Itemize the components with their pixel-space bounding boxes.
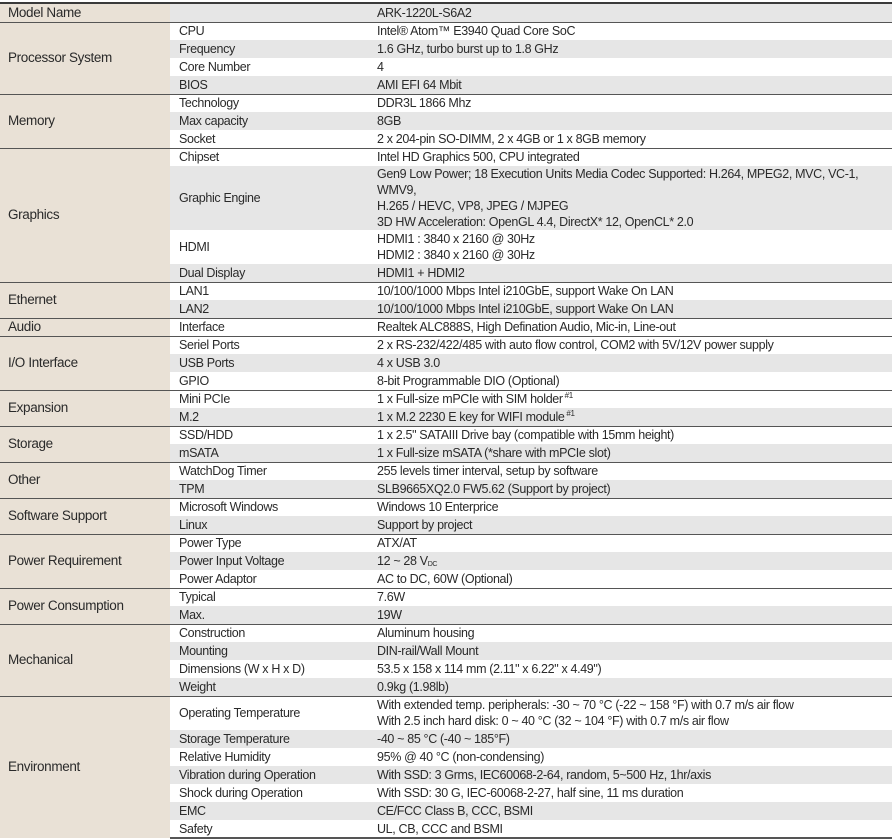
category-ethernet: Ethernet <box>0 282 170 318</box>
model-row <box>0 3 892 22</box>
category-other: Other <box>0 462 170 498</box>
feature-value <box>368 748 892 766</box>
spec-row-construction <box>0 624 892 642</box>
spec-row-interface <box>0 318 892 336</box>
value-line: DIN-rail/Wall Mount <box>377 644 479 658</box>
value-line: 95% @ 40 °C (non-condensing) <box>377 750 545 764</box>
feature-value <box>368 480 892 498</box>
category-processor-system: Processor System <box>0 22 170 94</box>
category-memory: Memory <box>0 94 170 148</box>
value-line: With SSD: 30 G, IEC-60068-2-27, half sine, 11 ms duration <box>377 786 684 800</box>
value-line: H.265 / HEVC, VP8, JPEG / MJPEG <box>377 199 569 213</box>
feature-label: Socket <box>170 130 368 148</box>
feature-label: Shock during Operation <box>170 784 368 802</box>
feature-value <box>368 678 892 696</box>
spec-row-power-type <box>0 534 892 552</box>
value-line: 255 levels timer interval, setup by software <box>377 464 598 479</box>
feature-label: Max capacity <box>170 112 368 130</box>
category-power-consumption: Power Consumption <box>0 588 170 624</box>
value-line: 1 x Full-size mSATA (*share with mPCIe slot) <box>377 445 611 460</box>
feature-value <box>368 820 892 838</box>
feature-label: Vibration during Operation <box>170 766 368 784</box>
feature-value <box>368 112 892 130</box>
value-line: 4 x USB 3.0 <box>377 356 440 370</box>
feature-label: Weight <box>170 678 368 696</box>
feature-label: Microsoft Windows <box>170 498 368 516</box>
value-line: HDMI2 : 3840 x 2160 @ 30Hz <box>377 248 535 262</box>
feature-label: EMC <box>170 802 368 820</box>
feature-value <box>368 76 892 94</box>
feature-value <box>368 588 892 606</box>
feature-label: USB Ports <box>170 354 368 372</box>
category-graphics: Graphics <box>0 148 170 282</box>
feature-value <box>368 498 892 516</box>
feature-label: mSATA <box>170 444 368 462</box>
feature-value <box>368 444 892 462</box>
value-line: Intel® Atom™ E3940 Quad Core SoC <box>377 24 576 39</box>
value-line: 1 x M.2 2230 E key for WIFI module $^{\#1}$ <box>377 408 575 424</box>
spec-row-watchdog-timer <box>0 462 892 480</box>
feature-label: GPIO <box>170 372 368 390</box>
value-line: 2 x 204-pin SO-DIMM, 2 x 4GB or 1 x 8GB memory <box>377 131 646 146</box>
feature-value <box>368 784 892 802</box>
feature-label: Power Type <box>170 534 368 552</box>
value-line: HDMI1 + HDMI2 <box>377 265 465 280</box>
feature-value <box>368 282 892 300</box>
feature-label: Mounting <box>170 642 368 660</box>
feature-label: Technology <box>170 94 368 112</box>
feature-label: Frequency <box>170 40 368 58</box>
feature-value <box>368 318 892 336</box>
feature-label: LAN1 <box>170 282 368 300</box>
value-line: Gen9 Low Power; 18 Execution Units Media Codec Supported: H.264, MPEG2, MVC, VC-1, WMV9, <box>377 167 859 197</box>
feature-value <box>368 58 892 76</box>
feature-label: HDMI <box>170 230 368 264</box>
value-line: 8-bit Programmable DIO (Optional) <box>377 373 560 388</box>
value-line: 3D HW Acceleration: OpenGL 4.4, DirectX* 12, OpenCL* 2.0 <box>377 215 694 229</box>
feature-value <box>368 624 892 642</box>
spec-row-technology <box>0 94 892 112</box>
feature-value <box>368 802 892 820</box>
feature-value <box>368 730 892 748</box>
spec-table <box>0 2 892 839</box>
feature-label: Dual Display <box>170 264 368 282</box>
feature-value <box>368 354 892 372</box>
spec-row-microsoft-windows <box>0 498 892 516</box>
value-line: 8GB <box>377 114 401 128</box>
category-environment: Environment <box>0 696 170 838</box>
value-line: With extended temp. peripherals: -30 ~ 70 °C (-22 ~ 158 °F) with 0.7 m/s air flow <box>377 698 794 713</box>
footnote-marker: #1 <box>564 408 575 418</box>
value-line: 4 <box>377 60 384 74</box>
unit-subscript: DC <box>427 561 438 568</box>
feature-label: Construction <box>170 624 368 642</box>
category-storage: Storage <box>0 426 170 462</box>
value-line: 53.5 x 158 x 114 mm (2.11" x 6.22" x 4.49") <box>377 662 602 676</box>
feature-value <box>368 462 892 480</box>
feature-label: Dimensions (W x H x D) <box>170 660 368 678</box>
feature-label: BIOS <box>170 76 368 94</box>
category-i-o-interface: I/O Interface <box>0 336 170 390</box>
feature-value <box>368 166 892 230</box>
value-line: Realtek ALC888S, High Defination Audio, Mic-in, Line-out <box>377 320 676 334</box>
feature-value <box>368 390 892 408</box>
feature-label: CPU <box>170 22 368 40</box>
value-line: SLB9665XQ2.0 FW5.62 (Support by project) <box>377 481 611 496</box>
spec-row-operating-temperature <box>0 696 892 730</box>
model-spacer <box>170 3 368 22</box>
value-line: With 2.5 inch hard disk: 0 ~ 40 °C (32 ~ 104 °F) with 0.7 m/s air flow <box>377 714 729 729</box>
feature-value <box>368 372 892 390</box>
value-line: 0.9kg (1.98lb) <box>377 679 449 694</box>
feature-label: WatchDog Timer <box>170 462 368 480</box>
value-line: 1.6 GHz, turbo burst up to 1.8 GHz <box>377 42 559 56</box>
value-line: 10/100/1000 Mbps Intel i210GbE, support Wake On LAN <box>377 301 674 316</box>
value-line: 1 x 2.5" SATAIII Drive bay (compatible with 15mm height) <box>377 428 674 443</box>
spec-row-lan1 <box>0 282 892 300</box>
category-audio: Audio <box>0 318 170 336</box>
value-line: Windows 10 Enterprice <box>377 500 499 515</box>
feature-label: Storage Temperature <box>170 730 368 748</box>
category-power-requirement: Power Requirement <box>0 534 170 588</box>
feature-label: LAN2 <box>170 300 368 318</box>
feature-label: Graphic Engine <box>170 166 368 230</box>
feature-label: Typical <box>170 588 368 606</box>
value-line: AMI EFI 64 Mbit <box>377 77 462 92</box>
feature-label: Core Number <box>170 58 368 76</box>
feature-value <box>368 264 892 282</box>
feature-value <box>368 130 892 148</box>
feature-label: SSD/HDD <box>170 426 368 444</box>
value-line: ATX/AT <box>377 536 417 551</box>
feature-label: Safety <box>170 820 368 838</box>
feature-value <box>368 534 892 552</box>
spec-row-typical <box>0 588 892 606</box>
value-line: AC to DC, 60W (Optional) <box>377 571 513 586</box>
spec-row-cpu <box>0 22 892 40</box>
feature-label: TPM <box>170 480 368 498</box>
feature-label: Linux <box>170 516 368 534</box>
feature-value <box>368 230 892 264</box>
spec-table-body <box>0 3 892 838</box>
value-line: 19W <box>377 607 402 622</box>
feature-label: Power Input Voltage <box>170 552 368 570</box>
value-line: 7.6W <box>377 590 405 605</box>
value-line: Intel HD Graphics 500, CPU integrated <box>377 150 580 165</box>
value-line: CE/FCC Class B, CCC, BSMI <box>377 804 533 818</box>
feature-value <box>368 642 892 660</box>
feature-label: Power Adaptor <box>170 570 368 588</box>
feature-label: Interface <box>170 318 368 336</box>
feature-label: Max. <box>170 606 368 624</box>
feature-value <box>368 606 892 624</box>
spec-row-mini-pcie <box>0 390 892 408</box>
feature-value <box>368 766 892 784</box>
model-value: ARK-1220L-S6A2 <box>368 3 892 22</box>
feature-value <box>368 696 892 730</box>
feature-label: Mini PCIe <box>170 390 368 408</box>
feature-value <box>368 660 892 678</box>
value-line: 2 x RS-232/422/485 with auto flow control, COM2 with 5V/12V power supply <box>377 338 774 353</box>
value-line: UL, CB, CCC and BSMI <box>377 821 503 836</box>
footnote-marker: #1 <box>562 391 573 401</box>
category-software-support: Software Support <box>0 498 170 534</box>
value-line: Aluminum housing <box>377 626 475 641</box>
feature-value <box>368 40 892 58</box>
feature-value <box>368 22 892 40</box>
spec-row-chipset <box>0 148 892 166</box>
value-line: With SSD: 3 Grms, IEC60068-2-64, random, 5~500 Hz, 1hr/axis <box>377 768 712 782</box>
feature-value <box>368 336 892 354</box>
value-line: -40 ~ 85 °C (-40 ~ 185°F) <box>377 732 510 746</box>
feature-value <box>368 300 892 318</box>
spec-row-ssd-hdd <box>0 426 892 444</box>
feature-value <box>368 570 892 588</box>
value-line: Support by project <box>377 517 473 532</box>
feature-label: Operating Temperature <box>170 696 368 730</box>
feature-value <box>368 94 892 112</box>
model-label: Model Name <box>0 3 170 22</box>
feature-value <box>368 552 892 570</box>
feature-label: Relative Humidity <box>170 748 368 766</box>
feature-label: Seriel Ports <box>170 336 368 354</box>
feature-value <box>368 408 892 426</box>
category-mechanical: Mechanical <box>0 624 170 696</box>
spec-row-seriel-ports <box>0 336 892 354</box>
value-line: DDR3L 1866 Mhz <box>377 96 471 111</box>
category-expansion: Expansion <box>0 390 170 426</box>
feature-label: M.2 <box>170 408 368 426</box>
feature-value <box>368 426 892 444</box>
feature-value <box>368 516 892 534</box>
value-line: 12 ~ 28 $V_{DC}$ <box>377 554 438 568</box>
value-line: HDMI1 : 3840 x 2160 @ 30Hz <box>377 232 535 246</box>
value-line: 1 x Full-size mPCIe with SIM holder $^{\#1}$ <box>377 391 573 407</box>
feature-value <box>368 148 892 166</box>
feature-label: Chipset <box>170 148 368 166</box>
value-line: 10/100/1000 Mbps Intel i210GbE, support Wake On LAN <box>377 284 674 299</box>
